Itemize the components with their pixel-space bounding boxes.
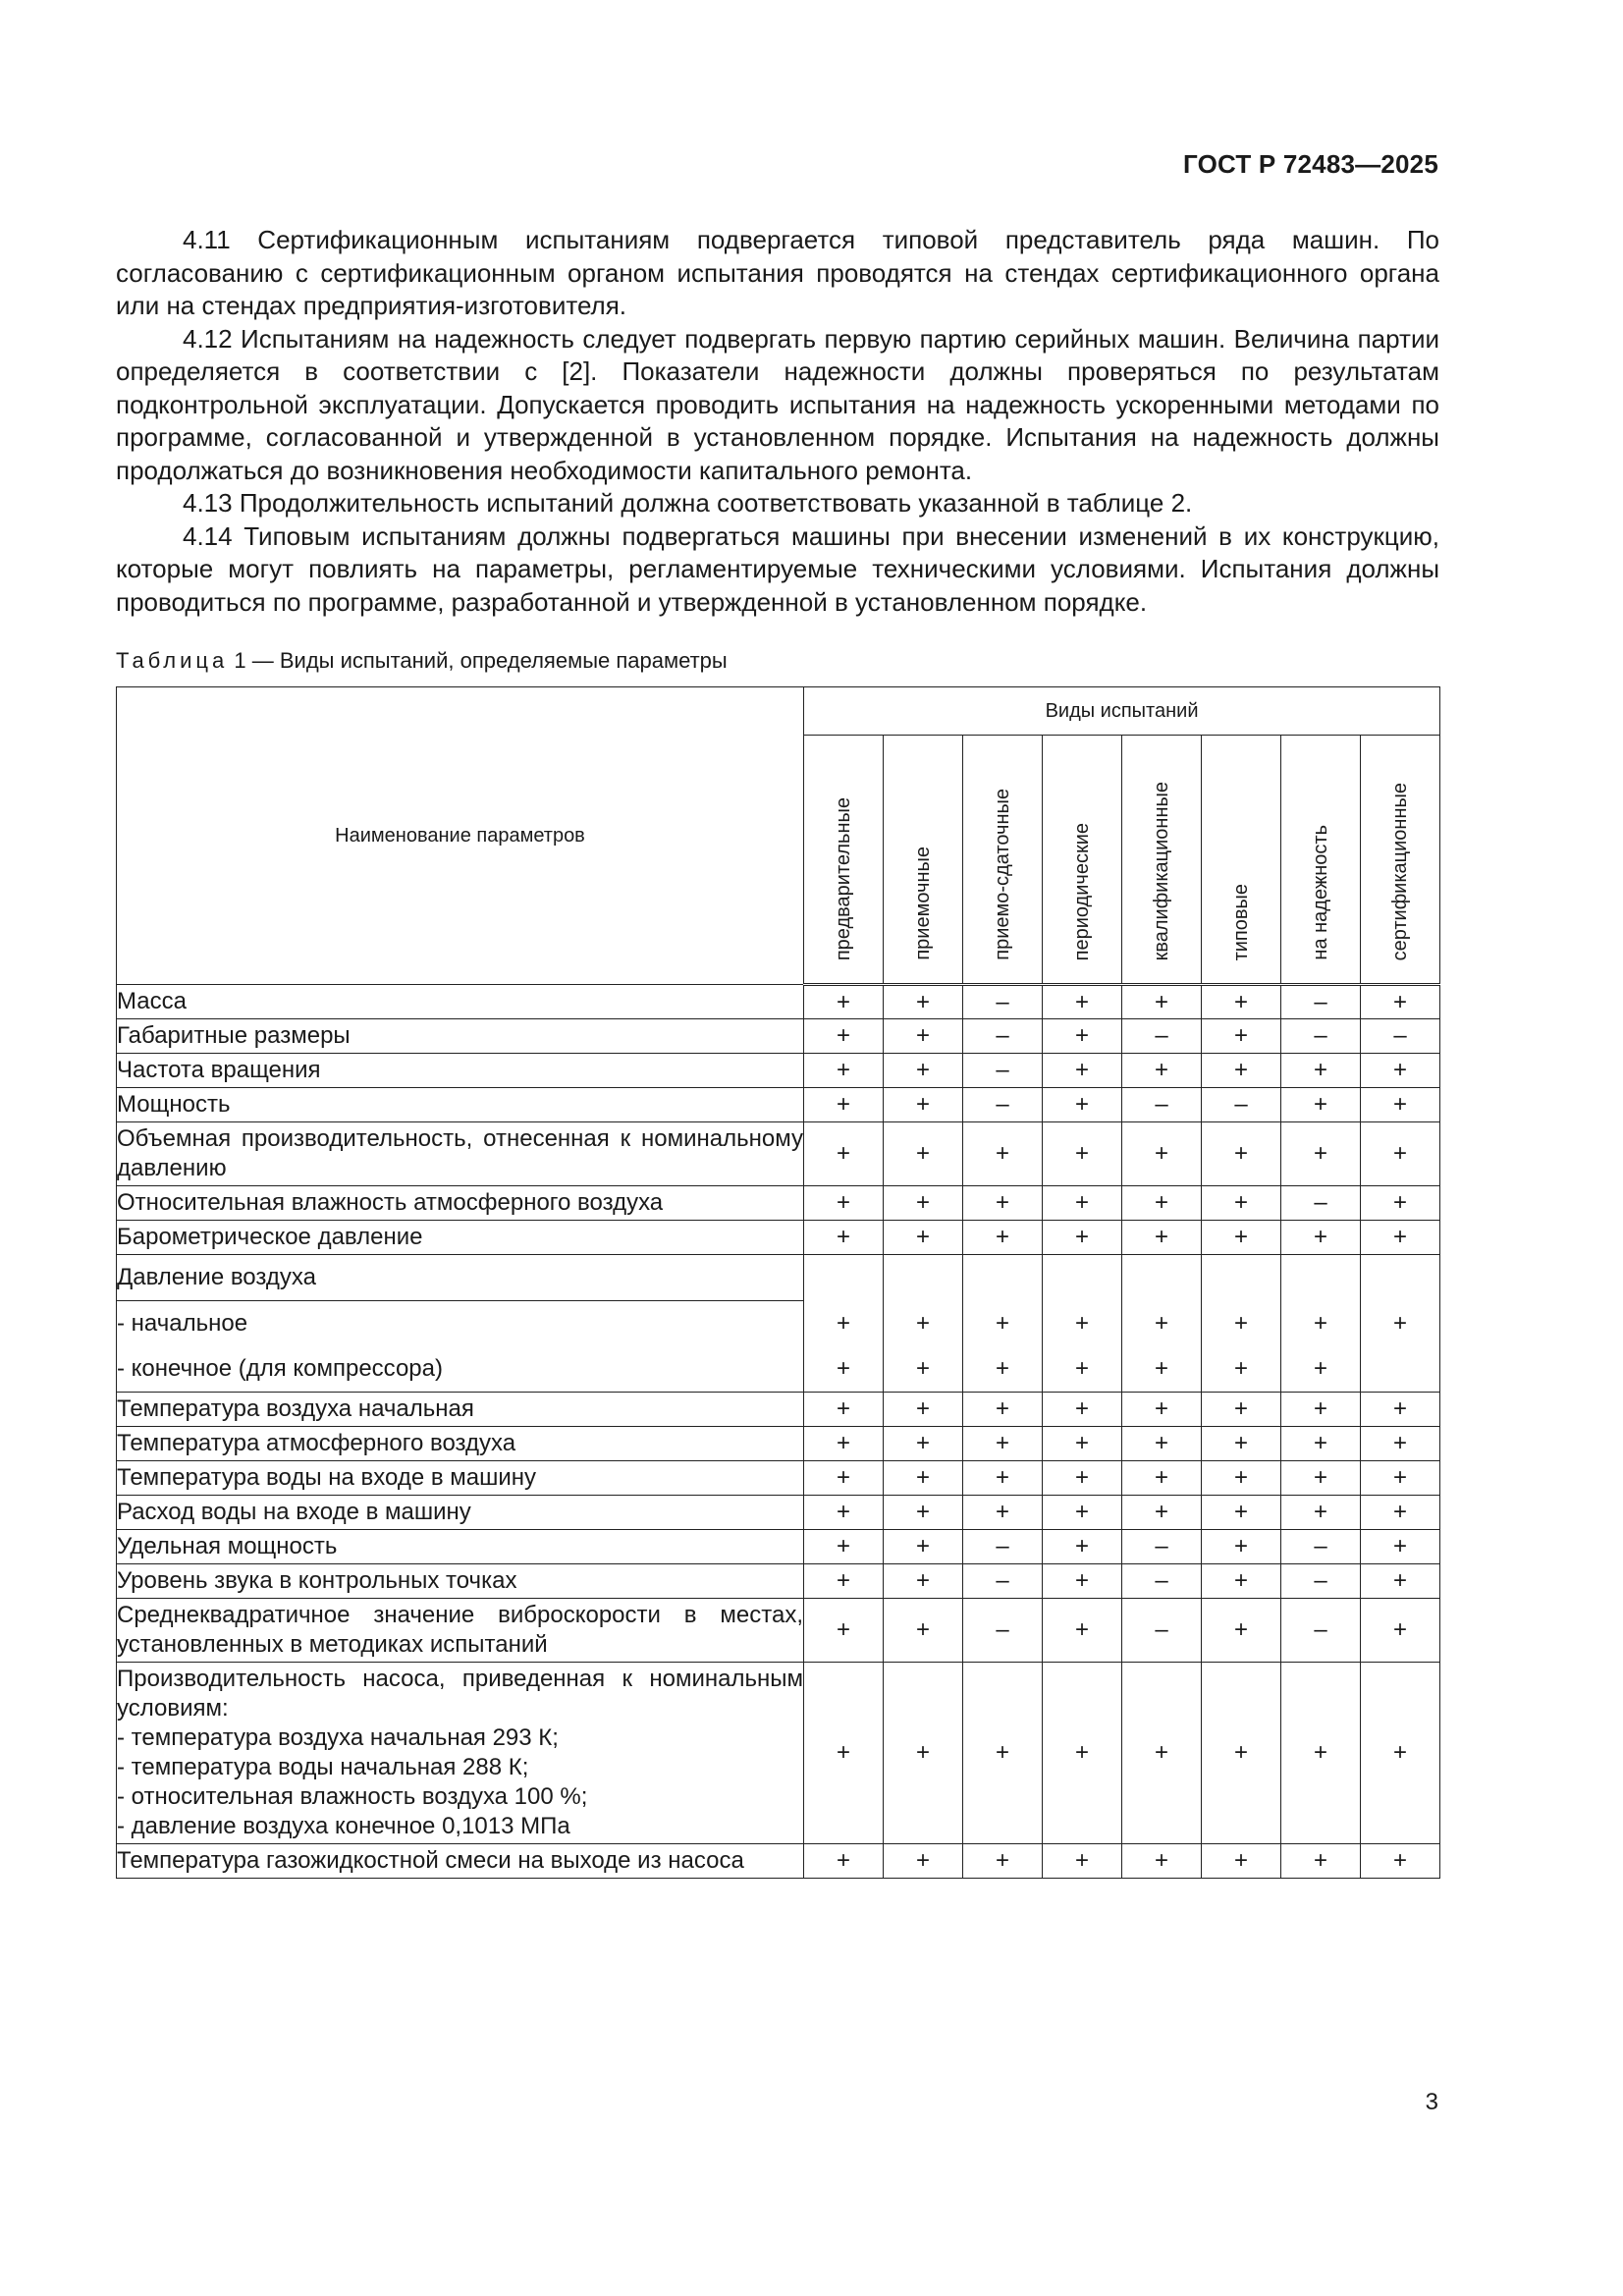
parameter-name: [117, 1663, 804, 1844]
mark-cell: +: [884, 1427, 963, 1461]
mark-cell: +: [1043, 1663, 1122, 1844]
parameter-name-text: Мощность: [117, 1091, 231, 1118]
mark-cell: +: [1043, 1186, 1122, 1221]
mark-cell: –: [1281, 1186, 1361, 1221]
mark-cell: +: [1043, 1530, 1122, 1564]
mark-cell: +: [884, 1122, 963, 1186]
mark-cell: –: [1281, 1530, 1361, 1564]
mark-cell: +: [804, 1088, 884, 1122]
mark-cell: +: [1361, 1530, 1440, 1564]
mark-cell: +: [1361, 1663, 1440, 1844]
mark-cell: +: [1122, 1346, 1202, 1393]
mark-cell: +: [1122, 1301, 1202, 1347]
parameter-name: [117, 1496, 804, 1530]
mark-cell: –: [963, 1530, 1043, 1564]
mark-cell: +: [1122, 1393, 1202, 1427]
mark-cell: +: [884, 1663, 963, 1844]
column-header-label: предварительные: [832, 796, 854, 960]
mark-cell: +: [1281, 1496, 1361, 1530]
table-row: [117, 1186, 1440, 1221]
mark-cell: [804, 1255, 884, 1301]
parameter-condition: - относительная влажность воздуха 100 %;: [117, 1783, 588, 1810]
mark-cell: +: [1361, 1122, 1440, 1186]
parameter-name-text: Удельная мощность: [117, 1533, 338, 1559]
table-row: [117, 1255, 1440, 1301]
column-header: [963, 736, 1043, 985]
mark-cell: +: [1361, 1255, 1440, 1393]
mark-cell: +: [1043, 1122, 1122, 1186]
mark-cell: +: [1202, 1019, 1281, 1054]
mark-cell: +: [1202, 1496, 1281, 1530]
parameter-name-text: Частота вращения: [117, 1057, 321, 1083]
mark-cell: +: [1202, 1461, 1281, 1496]
mark-cell: –: [1202, 1088, 1281, 1122]
mark-cell: +: [804, 1221, 884, 1255]
table-row: [117, 1427, 1440, 1461]
parameter-name: [117, 1088, 804, 1122]
mark-cell: +: [1043, 1427, 1122, 1461]
parameter-condition: - давление воздуха конечное 0,1013 МПа: [117, 1813, 570, 1839]
mark-cell: –: [1361, 1019, 1440, 1054]
mark-cell: +: [804, 1346, 884, 1393]
table-row: [117, 1461, 1440, 1496]
mark-cell: +: [1361, 1054, 1440, 1088]
mark-cell: +: [804, 1564, 884, 1599]
mark-cell: –: [1122, 1564, 1202, 1599]
paragraph-4-13: 4.13 Продолжительность испытаний должна соответствовать указанной в таблице 2.: [183, 488, 1193, 518]
table-row: [117, 1019, 1440, 1054]
parameter-name-header: Наименование параметров: [117, 687, 804, 985]
mark-cell: +: [804, 1663, 884, 1844]
test-types-table: [116, 686, 1440, 1879]
mark-cell: +: [963, 1461, 1043, 1496]
parameter-name-text: Температура воздуха начальная: [117, 1395, 474, 1422]
parameter-name: [117, 1186, 804, 1221]
parameter-name: [117, 1844, 804, 1879]
mark-cell: +: [963, 1122, 1043, 1186]
mark-cell: +: [1361, 1461, 1440, 1496]
mark-cell: –: [963, 1054, 1043, 1088]
table-row: [117, 1301, 1440, 1347]
table-row: [117, 1496, 1440, 1530]
mark-cell: [963, 1255, 1043, 1301]
mark-cell: +: [1043, 1054, 1122, 1088]
mark-cell: +: [884, 1496, 963, 1530]
parameter-name: Давление воздуха: [117, 1255, 804, 1301]
mark-cell: +: [1281, 1088, 1361, 1122]
parameter-name-text: Барометрическое давление: [117, 1224, 423, 1250]
parameter-subitem: - начальное: [117, 1301, 804, 1347]
mark-cell: +: [1202, 1122, 1281, 1186]
mark-cell: +: [884, 1564, 963, 1599]
parameter-name-text: Производительность насоса, приведенная к номинальным условиям:: [117, 1666, 803, 1722]
paragraph-4-12: 4.12 Испытаниям на надежность следует подвергать первую партию серийных машин. Величина партии определяется в соответствии с [2]. Показатели надежности должны проверяться по результатам подконтрольной эксплуатации. Допускается проводить испытания на надежность ускоренными методами по программе, согласованной и утвержденной в установленном порядке. Испытания на надежность должны продолжаться до возникновения необходимости капитального ремонта.: [116, 323, 1439, 485]
parameter-name: [117, 1054, 804, 1088]
mark-cell: +: [1202, 1346, 1281, 1393]
mark-cell: +: [1202, 1663, 1281, 1844]
mark-cell: +: [804, 1496, 884, 1530]
mark-cell: –: [963, 985, 1043, 1019]
mark-cell: +: [884, 1186, 963, 1221]
mark-cell: +: [1043, 1599, 1122, 1663]
mark-cell: +: [804, 1599, 884, 1663]
test-kinds-header: Виды испытаний: [804, 687, 1440, 736]
mark-cell: +: [884, 1599, 963, 1663]
parameter-name-text: Температура воды на входе в машину: [117, 1464, 537, 1491]
parameter-name: [117, 1122, 804, 1186]
mark-cell: +: [804, 1844, 884, 1879]
mark-cell: +: [1122, 1054, 1202, 1088]
mark-cell: +: [1281, 1346, 1361, 1393]
mark-cell: +: [1281, 1221, 1361, 1255]
mark-cell: +: [804, 1301, 884, 1347]
mark-cell: +: [1361, 1393, 1440, 1427]
mark-cell: +: [963, 1221, 1043, 1255]
mark-cell: [1122, 1255, 1202, 1301]
table-row: [117, 1663, 1440, 1844]
mark-cell: +: [1043, 1221, 1122, 1255]
mark-cell: +: [1202, 985, 1281, 1019]
mark-cell: +: [1122, 1461, 1202, 1496]
mark-cell: +: [963, 1393, 1043, 1427]
mark-cell: [1043, 1255, 1122, 1301]
mark-cell: +: [1281, 1427, 1361, 1461]
parameter-name-text: Габаритные размеры: [117, 1022, 351, 1049]
mark-cell: –: [963, 1599, 1043, 1663]
mark-cell: +: [963, 1496, 1043, 1530]
table-row: [117, 1564, 1440, 1599]
mark-cell: +: [963, 1346, 1043, 1393]
mark-cell: +: [1202, 1221, 1281, 1255]
column-header-label: сертификационные: [1388, 782, 1411, 960]
parameter-name: [117, 985, 804, 1019]
parameter-name-text: Масса: [117, 988, 187, 1014]
table-row: [117, 1221, 1440, 1255]
table-row: [117, 1054, 1440, 1088]
mark-cell: +: [884, 985, 963, 1019]
mark-cell: +: [1043, 1088, 1122, 1122]
mark-cell: +: [1122, 1186, 1202, 1221]
mark-cell: +: [804, 1393, 884, 1427]
column-header-label: приемо-сдаточные: [991, 789, 1013, 960]
mark-cell: +: [884, 1221, 963, 1255]
mark-cell: +: [1122, 1844, 1202, 1879]
table-row: [117, 1599, 1440, 1663]
mark-cell: +: [1281, 1122, 1361, 1186]
mark-cell: +: [963, 1186, 1043, 1221]
mark-cell: +: [1202, 1054, 1281, 1088]
mark-cell: +: [1122, 985, 1202, 1019]
mark-cell: +: [963, 1663, 1043, 1844]
mark-cell: +: [1202, 1301, 1281, 1347]
mark-cell: –: [1281, 1019, 1361, 1054]
mark-cell: +: [1361, 1599, 1440, 1663]
mark-cell: –: [1122, 1019, 1202, 1054]
mark-cell: +: [1281, 1461, 1361, 1496]
parameter-name: [117, 1221, 804, 1255]
mark-cell: +: [1281, 1393, 1361, 1427]
mark-cell: +: [1122, 1221, 1202, 1255]
mark-cell: +: [1361, 1844, 1440, 1879]
mark-cell: +: [884, 1054, 963, 1088]
mark-cell: +: [1043, 1393, 1122, 1427]
mark-cell: [884, 1255, 963, 1301]
parameter-name: [117, 1564, 804, 1599]
mark-cell: +: [1043, 1019, 1122, 1054]
parameter-condition: - температура воды начальная 288 К;: [117, 1754, 529, 1780]
mark-cell: –: [963, 1019, 1043, 1054]
mark-cell: +: [963, 1301, 1043, 1347]
mark-cell: –: [1281, 985, 1361, 1019]
mark-cell: +: [1043, 1564, 1122, 1599]
mark-cell: +: [1361, 1496, 1440, 1530]
parameter-name: [117, 1530, 804, 1564]
mark-cell: +: [804, 1019, 884, 1054]
mark-cell: +: [884, 1461, 963, 1496]
column-header-label: приемочные: [911, 847, 934, 960]
mark-cell: –: [1122, 1530, 1202, 1564]
mark-cell: +: [804, 1530, 884, 1564]
mark-cell: +: [804, 985, 884, 1019]
table-row: [117, 1088, 1440, 1122]
mark-cell: +: [1122, 1427, 1202, 1461]
table-row: [117, 1530, 1440, 1564]
parameter-name: [117, 1461, 804, 1496]
parameter-name: [117, 1019, 804, 1054]
mark-cell: +: [804, 1186, 884, 1221]
column-header-label: на надежность: [1309, 825, 1331, 960]
parameter-condition: - температура воздуха начальная 293 К;: [117, 1724, 559, 1751]
mark-cell: +: [804, 1054, 884, 1088]
mark-cell: +: [884, 1088, 963, 1122]
table-row: [117, 1393, 1440, 1427]
mark-cell: +: [1122, 1122, 1202, 1186]
mark-cell: +: [884, 1301, 963, 1347]
table-caption-text: 1 — Виды испытаний, определяемые параметры: [234, 648, 728, 673]
mark-cell: –: [963, 1564, 1043, 1599]
table-row: [117, 1122, 1440, 1186]
column-header: [1202, 736, 1281, 985]
column-header: [1043, 736, 1122, 985]
mark-cell: +: [1122, 1663, 1202, 1844]
mark-cell: +: [1202, 1564, 1281, 1599]
document-code: ГОСТ Р 72483—2025: [1183, 149, 1438, 179]
parameter-name: [117, 1599, 804, 1663]
table-row: [117, 1346, 1440, 1393]
mark-cell: +: [1361, 1427, 1440, 1461]
parameter-name-text: Температура газожидкостной смеси на выходе из насоса: [117, 1847, 744, 1874]
mark-cell: [1281, 1255, 1361, 1301]
mark-cell: +: [884, 1393, 963, 1427]
mark-cell: +: [804, 1461, 884, 1496]
column-header-label: типовые: [1229, 883, 1252, 960]
mark-cell: –: [1281, 1599, 1361, 1663]
mark-cell: +: [1202, 1186, 1281, 1221]
mark-cell: +: [1202, 1427, 1281, 1461]
parameter-name-text: Температура атмосферного воздуха: [117, 1430, 516, 1456]
mark-cell: +: [884, 1346, 963, 1393]
table-caption-lead: Таблица: [116, 648, 229, 673]
parameter-subitem: - конечное (для компрессора): [117, 1346, 804, 1393]
mark-cell: +: [1043, 985, 1122, 1019]
mark-cell: +: [1361, 985, 1440, 1019]
parameter-name-text: Среднеквадратичное значение виброскорости в местах, установленных в методиках испытаний: [117, 1602, 803, 1658]
mark-cell: +: [1202, 1599, 1281, 1663]
mark-cell: +: [1281, 1301, 1361, 1347]
mark-cell: +: [963, 1844, 1043, 1879]
parameter-name: [117, 1393, 804, 1427]
mark-cell: [1202, 1255, 1281, 1301]
column-header: [1361, 736, 1440, 985]
mark-cell: +: [804, 1427, 884, 1461]
mark-cell: +: [1043, 1496, 1122, 1530]
mark-cell: –: [1122, 1599, 1202, 1663]
column-header: [804, 736, 884, 985]
mark-cell: +: [1202, 1844, 1281, 1879]
mark-cell: –: [963, 1088, 1043, 1122]
column-header: [1122, 736, 1202, 985]
mark-cell: +: [1361, 1088, 1440, 1122]
parameter-name-text: Уровень звука в контрольных точках: [117, 1567, 517, 1594]
mark-cell: +: [1202, 1393, 1281, 1427]
column-header: [884, 736, 963, 985]
mark-cell: +: [1281, 1663, 1361, 1844]
body-text: [116, 224, 1439, 619]
mark-cell: +: [963, 1427, 1043, 1461]
paragraph-4-11: 4.11 Сертификационным испытаниям подвергается типовой представитель ряда машин. По согласованию с сертификационным органом испытания проводятся на стендах сертификационного органа или на стендах предприятия-изготовителя.: [116, 225, 1439, 320]
mark-cell: +: [1043, 1301, 1122, 1347]
column-header: [1281, 736, 1361, 985]
mark-cell: +: [1281, 1054, 1361, 1088]
mark-cell: –: [1281, 1564, 1361, 1599]
mark-cell: +: [1122, 1496, 1202, 1530]
mark-cell: +: [1281, 1844, 1361, 1879]
table-row: [117, 1844, 1440, 1879]
parameter-name-text: Расход воды на входе в машину: [117, 1499, 471, 1525]
mark-cell: +: [1043, 1346, 1122, 1393]
parameter-name-text: Объемная производительность, отнесенная к номинальному давлению: [117, 1125, 803, 1181]
table-caption: [116, 648, 728, 674]
mark-cell: +: [884, 1844, 963, 1879]
paragraph-4-14: 4.14 Типовым испытаниям должны подвергаться машины при внесении изменений в их конструкцию, которые могут повлиять на параметры, регламентируемые техническими условиями. Испытания должны проводиться по программе, разработанной и утвержденной в установленном порядке.: [116, 520, 1439, 617]
mark-cell: –: [1122, 1088, 1202, 1122]
mark-cell: +: [1361, 1186, 1440, 1221]
parameter-name-text: Относительная влажность атмосферного воздуха: [117, 1189, 664, 1216]
column-header-label: периодические: [1070, 822, 1093, 960]
mark-cell: +: [1043, 1844, 1122, 1879]
page-number: 3: [1425, 2089, 1438, 2115]
mark-cell: +: [804, 1122, 884, 1186]
mark-cell: +: [884, 1019, 963, 1054]
mark-cell: +: [884, 1530, 963, 1564]
column-header-label: квалификационные: [1150, 781, 1172, 960]
mark-cell: +: [1043, 1461, 1122, 1496]
parameter-name: [117, 1427, 804, 1461]
mark-cell: +: [1361, 1564, 1440, 1599]
mark-cell: +: [1202, 1530, 1281, 1564]
table-row: [117, 985, 1440, 1019]
mark-cell: +: [1361, 1221, 1440, 1255]
